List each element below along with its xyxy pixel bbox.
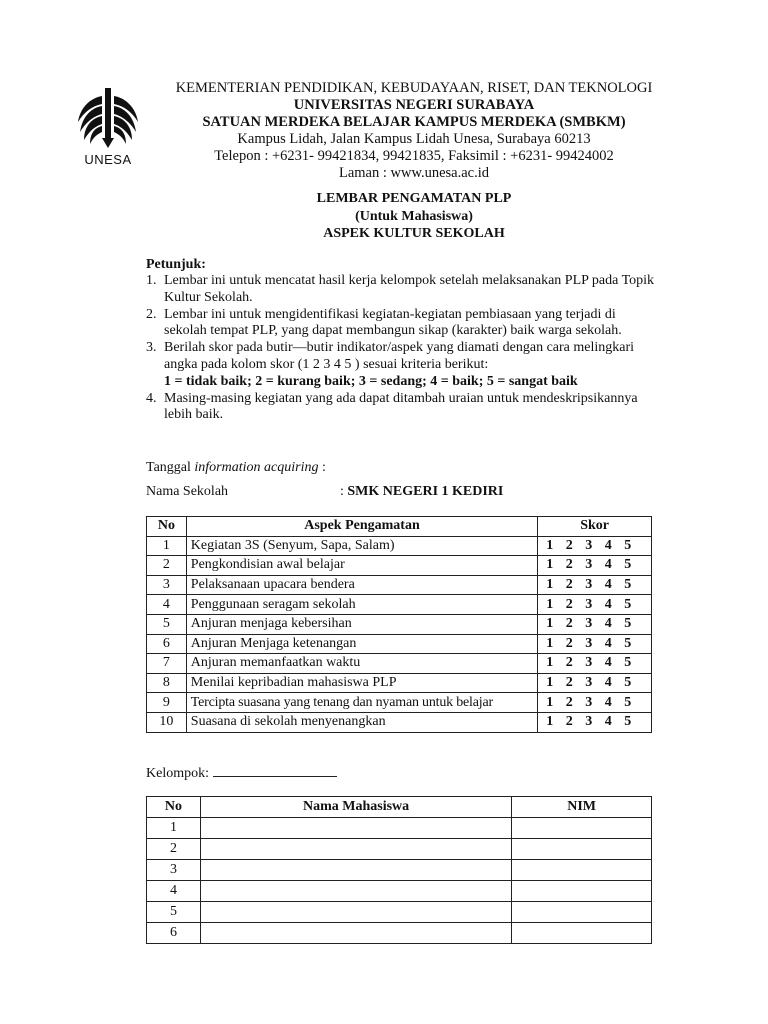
row-aspek: Penggunaan seragam sekolah	[186, 595, 537, 615]
row-no: 1	[147, 536, 187, 556]
instructions-list	[146, 273, 656, 424]
row-score-options[interactable]: 1 2 3 4 5	[538, 712, 652, 732]
instruction-text: Lembar ini untuk mencatat hasil kerja kelompok setelah melaksanakan PLP pada Topik Kultur Sekolah.	[164, 273, 655, 305]
row-no: 4	[147, 881, 201, 902]
nama-sekolah-label: Nama Sekolah	[146, 484, 229, 499]
university-name: UNIVERSITAS NEGERI SURABAYA	[293, 97, 535, 113]
website: Laman : www.unesa.ac.id	[338, 165, 490, 181]
instruction-text: Masing-masing kegiatan yang ada dapat ditambah uraian untuk mendeskripsikannya lebih baik.	[164, 390, 638, 423]
instruction-item	[146, 307, 656, 341]
instruction-text: Lembar ini untuk mengidentifikasi kegiatan-kegiatan pembiasaan yang terjadi di sekolah tempat PLP, yang dapat membangun sikap (karakter) baik warga sekolah.	[164, 306, 622, 339]
ministry-name: KEMENTERIAN PENDIDIKAN, KEBUDAYAAN, RISET, DAN TEKNOLOGI	[175, 80, 653, 96]
instruction-item	[146, 340, 656, 390]
row-aspek: Tercipta suasana yang tenang dan nyaman untuk belajar	[186, 693, 537, 713]
row-nama-cell[interactable]	[200, 860, 511, 881]
table-row	[147, 839, 652, 860]
row-score-options[interactable]: 1 2 3 4 5	[538, 673, 652, 693]
row-no: 1	[147, 818, 201, 839]
instruction-number: 3.	[146, 340, 157, 356]
row-no: 6	[147, 923, 201, 944]
kelompok-label: Kelompok:	[146, 766, 209, 781]
title-line-2: (Untuk Mahasiswa)	[355, 208, 473, 224]
row-aspek: Pengkondisian awal belajar	[186, 556, 537, 576]
column-header-no: No	[147, 797, 201, 818]
table-row	[147, 923, 652, 944]
title-line-3: ASPEK KULTUR SEKOLAH	[323, 226, 505, 241]
table-row	[147, 712, 652, 732]
nama-sekolah-value: SMK NEGERI 1 KEDIRI	[347, 484, 504, 499]
mahasiswa-table	[146, 796, 652, 944]
row-no: 7	[147, 654, 187, 674]
row-nama-cell[interactable]	[200, 902, 511, 923]
row-no: 2	[147, 839, 201, 860]
table-row	[147, 881, 652, 902]
table-row	[147, 614, 652, 634]
instructions	[146, 256, 656, 424]
instruction-number: 2.	[146, 306, 157, 322]
row-aspek: Anjuran menjaga kebersihan	[186, 614, 537, 634]
column-header-skor: Skor	[538, 517, 652, 537]
table-row	[147, 818, 652, 839]
phone-fax: Telepon : +6231- 99421834, 99421835, Faksimil : +6231- 99424002	[214, 148, 614, 164]
table-row	[147, 556, 652, 576]
row-nama-cell[interactable]	[200, 923, 511, 944]
address: Kampus Lidah, Jalan Kampus Lidah Unesa, Surabaya 60213	[237, 131, 591, 147]
row-no: 10	[147, 712, 187, 732]
table-row	[147, 654, 652, 674]
instruction-text: Berilah skor pada butir—butir indikator/aspek yang diamati dengan cara melingkari angka pada kolom skor (1 2 3 4 5 ) sesuai kriteria berikut:	[164, 340, 635, 372]
column-header-no: No	[147, 517, 187, 537]
tanggal-field	[146, 460, 326, 476]
row-nama-cell[interactable]	[200, 818, 511, 839]
tanggal-colon: :	[321, 460, 326, 475]
row-score-options[interactable]: 1 2 3 4 5	[538, 614, 652, 634]
row-no: 3	[147, 575, 187, 595]
row-score-options[interactable]: 1 2 3 4 5	[538, 595, 652, 615]
table-row	[147, 634, 652, 654]
table-row	[147, 902, 652, 923]
instruction-item	[146, 391, 656, 425]
row-no: 2	[147, 556, 187, 576]
row-nim-cell[interactable]	[512, 860, 652, 881]
nama-sekolah-field	[146, 484, 546, 500]
row-no: 9	[147, 693, 187, 713]
aspek-pengamatan-table	[146, 516, 652, 733]
row-no: 8	[147, 673, 187, 693]
nama-sekolah-colon: :	[340, 484, 344, 499]
column-header-nim: NIM	[512, 797, 652, 818]
row-no: 3	[147, 860, 201, 881]
table-row	[147, 536, 652, 556]
row-aspek: Kegiatan 3S (Senyum, Sapa, Salam)	[186, 536, 537, 556]
document-title	[150, 190, 678, 243]
kelompok-input-line[interactable]	[213, 762, 337, 777]
instruction-number: 1.	[146, 273, 157, 288]
row-aspek: Suasana di sekolah menyenangkan	[186, 712, 537, 732]
table-row	[147, 575, 652, 595]
row-aspek: Menilai kepribadian mahasiswa PLP	[186, 673, 537, 693]
row-score-options[interactable]: 1 2 3 4 5	[538, 693, 652, 713]
table-header-row	[147, 797, 652, 818]
instructions-heading: Petunjuk:	[146, 257, 206, 272]
logo-text: UNESA	[84, 152, 132, 167]
row-no: 5	[147, 902, 201, 923]
row-aspek: Pelaksanaan upacara bendera	[186, 575, 537, 595]
row-nama-cell[interactable]	[200, 881, 511, 902]
row-score-options[interactable]: 1 2 3 4 5	[538, 556, 652, 576]
column-header-aspek: Aspek Pengamatan	[186, 517, 537, 537]
table-row	[147, 693, 652, 713]
row-no: 6	[147, 634, 187, 654]
row-no: 5	[147, 614, 187, 634]
row-nim-cell[interactable]	[512, 839, 652, 860]
row-score-options[interactable]: 1 2 3 4 5	[538, 536, 652, 556]
row-nim-cell[interactable]	[512, 818, 652, 839]
row-nim-cell[interactable]	[512, 902, 652, 923]
row-score-options[interactable]: 1 2 3 4 5	[538, 654, 652, 674]
column-header-nama: Nama Mahasiswa	[200, 797, 511, 818]
table-row	[147, 595, 652, 615]
row-nama-cell[interactable]	[200, 839, 511, 860]
unit-name: SATUAN MERDEKA BELAJAR KAMPUS MERDEKA (SMBKM)	[202, 114, 626, 130]
row-score-options[interactable]: 1 2 3 4 5	[538, 634, 652, 654]
instruction-item	[146, 273, 656, 307]
instruction-number: 4.	[146, 390, 157, 406]
table-header-row	[147, 517, 652, 537]
table-row	[147, 673, 652, 693]
row-aspek: Anjuran memanfaatkan waktu	[186, 654, 537, 674]
tanggal-label: Tanggal	[146, 460, 191, 475]
row-nim-cell[interactable]	[512, 881, 652, 902]
row-nim-cell[interactable]	[512, 923, 652, 944]
row-no: 4	[147, 595, 187, 615]
letterhead	[150, 80, 678, 182]
score-criteria: 1 = tidak baik; 2 = kurang baik; 3 = sedang; 4 = baik; 5 = sangat baik	[164, 373, 578, 389]
table-row	[147, 860, 652, 881]
kelompok-field	[146, 762, 337, 782]
row-score-options[interactable]: 1 2 3 4 5	[538, 575, 652, 595]
row-aspek: Anjuran Menjaga ketenangan	[186, 634, 537, 654]
tanggal-value: information acquiring	[194, 460, 319, 475]
title-line-1: LEMBAR PENGAMATAN PLP	[316, 191, 512, 206]
